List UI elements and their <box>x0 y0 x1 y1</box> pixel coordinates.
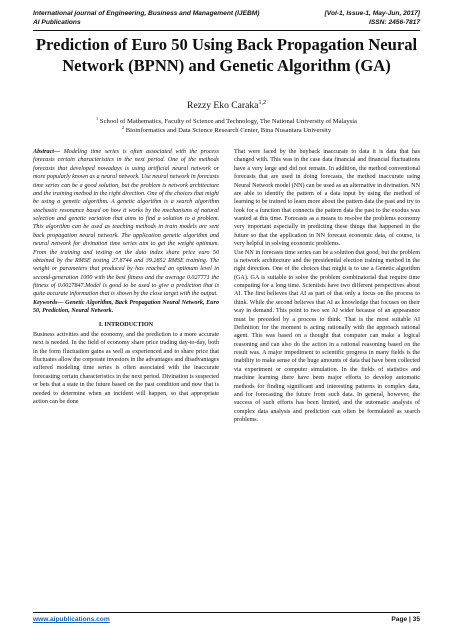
abstract-text: Modeling time series is often associated with the process forecasts certain characteristics in the next period. One of the methods forecasts that developed nowadays is using artificial neural network or more popularly known as a neural network. Use neural network in forecasts time series can be a good solution, but the problem is network architecture and the training method in the right direction. One of the choices that might be using a genetic algorithm. A genetic algorithm is a search algorithm stochastic resonance based on how it works by the mechanisms of natural selection and genetic variation that aims to find a solution to a problem. This algorithm can be used as teaching methods in train models are sent back propagation neural network. The application genetic algorithm and neural network for divination time series aim to get the weight optimum. From the training and testing on the data index share price euro 50 obtained by the RMSE testing 27.8744 and 39.2852 RMSE training. The weight or parameters that produced by has reached an optimum level in second-generation 1000 with the best fitness and the average 0.027771 the fitness of 0.0027847.Model is good to be used to give a prediction that is quite accurate information that is shown by the close target with the output. <box>33 149 219 298</box>
section-heading-introduction: I. INTRODUCTION <box>98 321 154 328</box>
issn: ISSN: 2456-7817 <box>369 18 420 26</box>
abstract <box>33 148 219 299</box>
affiliation-2-text: Bioinformatics and Data Science Research Center, Bina Nusantara University <box>125 127 332 135</box>
author-line <box>33 97 420 112</box>
volume-info: [Vol-1, Issue-1, May-Jun, 2017] <box>324 10 420 17</box>
abstract-label: Abstract— <box>33 149 61 155</box>
journal-name: International journal of Engineering, Business and Management (IJEBM) <box>33 10 260 17</box>
website-link[interactable]: www.aipublications.com <box>33 616 110 623</box>
author-name: Rezzy Eko Caraka <box>187 100 259 112</box>
right-column <box>234 148 420 424</box>
body-paragraph-2: Use NN in forecasts time series can be a solution that good, but the problem is network architecture and the presidential election training method in the right direction. One of the choices that might is to use a Genetic algorithm (GA). GA is suitable to solve the problem combinatorial that require time computing for a long time. Scientists have two different perspectives about AI. The first believes that AI as part of that only a focus on the process to think. While the second believes that AI as knowledge that focuses on their way in demand. This point to two see AI wider because of an appearance must be preceded by a process to think. That is the most suitable AI Definition for the moment is acting rationally with the approach rational agent. This was based on a thought that computer can make a logical reasoning and can also do the action in a rational reasoning based on the result was. A major impediment to scientific progress in many fields is the inability to make sense of the huge amounts of data that have been collected via experiment or computer simulation. In the fields of statistics and machine learning there have been major efforts to develop automatic methods for finding significant and interesting patterns in complex data, and for forecasting the future from such data. In general, however, the success of such efforts has been limited, and the automatic analysis of complex data analysis and prediction can often be formulated as search problems. <box>234 249 420 423</box>
header-divider <box>33 30 420 31</box>
introduction-text: Business activities and the economy, and the prediction to a more accurate next is needed. In the field of economy share price trading day-to-day, both in the form fluctuation gains as well as experienced and to share price that fluctuates allow the corporate investors in the advantages and disadvantages suffered modeling time series is often associated with the inaccurate forecasting certain characteristics in the next period. Divination is suspected or bets that a state in the future based on the past condition and now that is needed to determine when an incident will happen, so that appropriate action can be done <box>33 331 219 405</box>
page-number: Page | 35 <box>391 616 420 623</box>
affiliation-2 <box>33 124 420 135</box>
author-superscript: 1,2 <box>258 100 266 106</box>
footer-divider <box>33 612 420 613</box>
affiliation-1-number: 1 <box>96 116 99 121</box>
body-paragraph-1: That were faced by the buyback inaccurate to data it is data that has changed with. This was in the case data financial and financial fluctuations have a very large and did not remain. In addition, the method conventional forecasts that are used in doing forecasts, the method inaccurate using Neural Network model (NN) can be used as an alternative in divination. NN are able to identify the pattern of a data input by using the method of learning to be trained to learn more about the pattern data the past and try to look for a function that connects the pattern data the past to the exodus was wanted at this time. Forecasts as a means to resolve the problems economy very important especially in predicting these things that happened in the future so that the application in NN forecast economic data, of course, is very helpful in solving economic problems. <box>234 149 420 248</box>
page-footer <box>33 616 420 623</box>
keywords: Keywords— Genetic Algorithm, Back Propagation Neural Network, Euro 50, Prediction, Neural Network. <box>33 299 219 315</box>
publisher-name: AI Publications <box>33 18 81 26</box>
left-column <box>33 148 219 406</box>
affiliation-1-text: School of Mathematics, Faculty of Science and Technology, The National University of Malaysia <box>99 118 357 126</box>
paper-title: Prediction of Euro 50 Using Back Propagation Neural Network (BPNN) and Genetic Algorithm (GA) <box>35 35 418 75</box>
affiliation-2-number: 2 <box>121 125 125 130</box>
running-header <box>33 10 420 27</box>
